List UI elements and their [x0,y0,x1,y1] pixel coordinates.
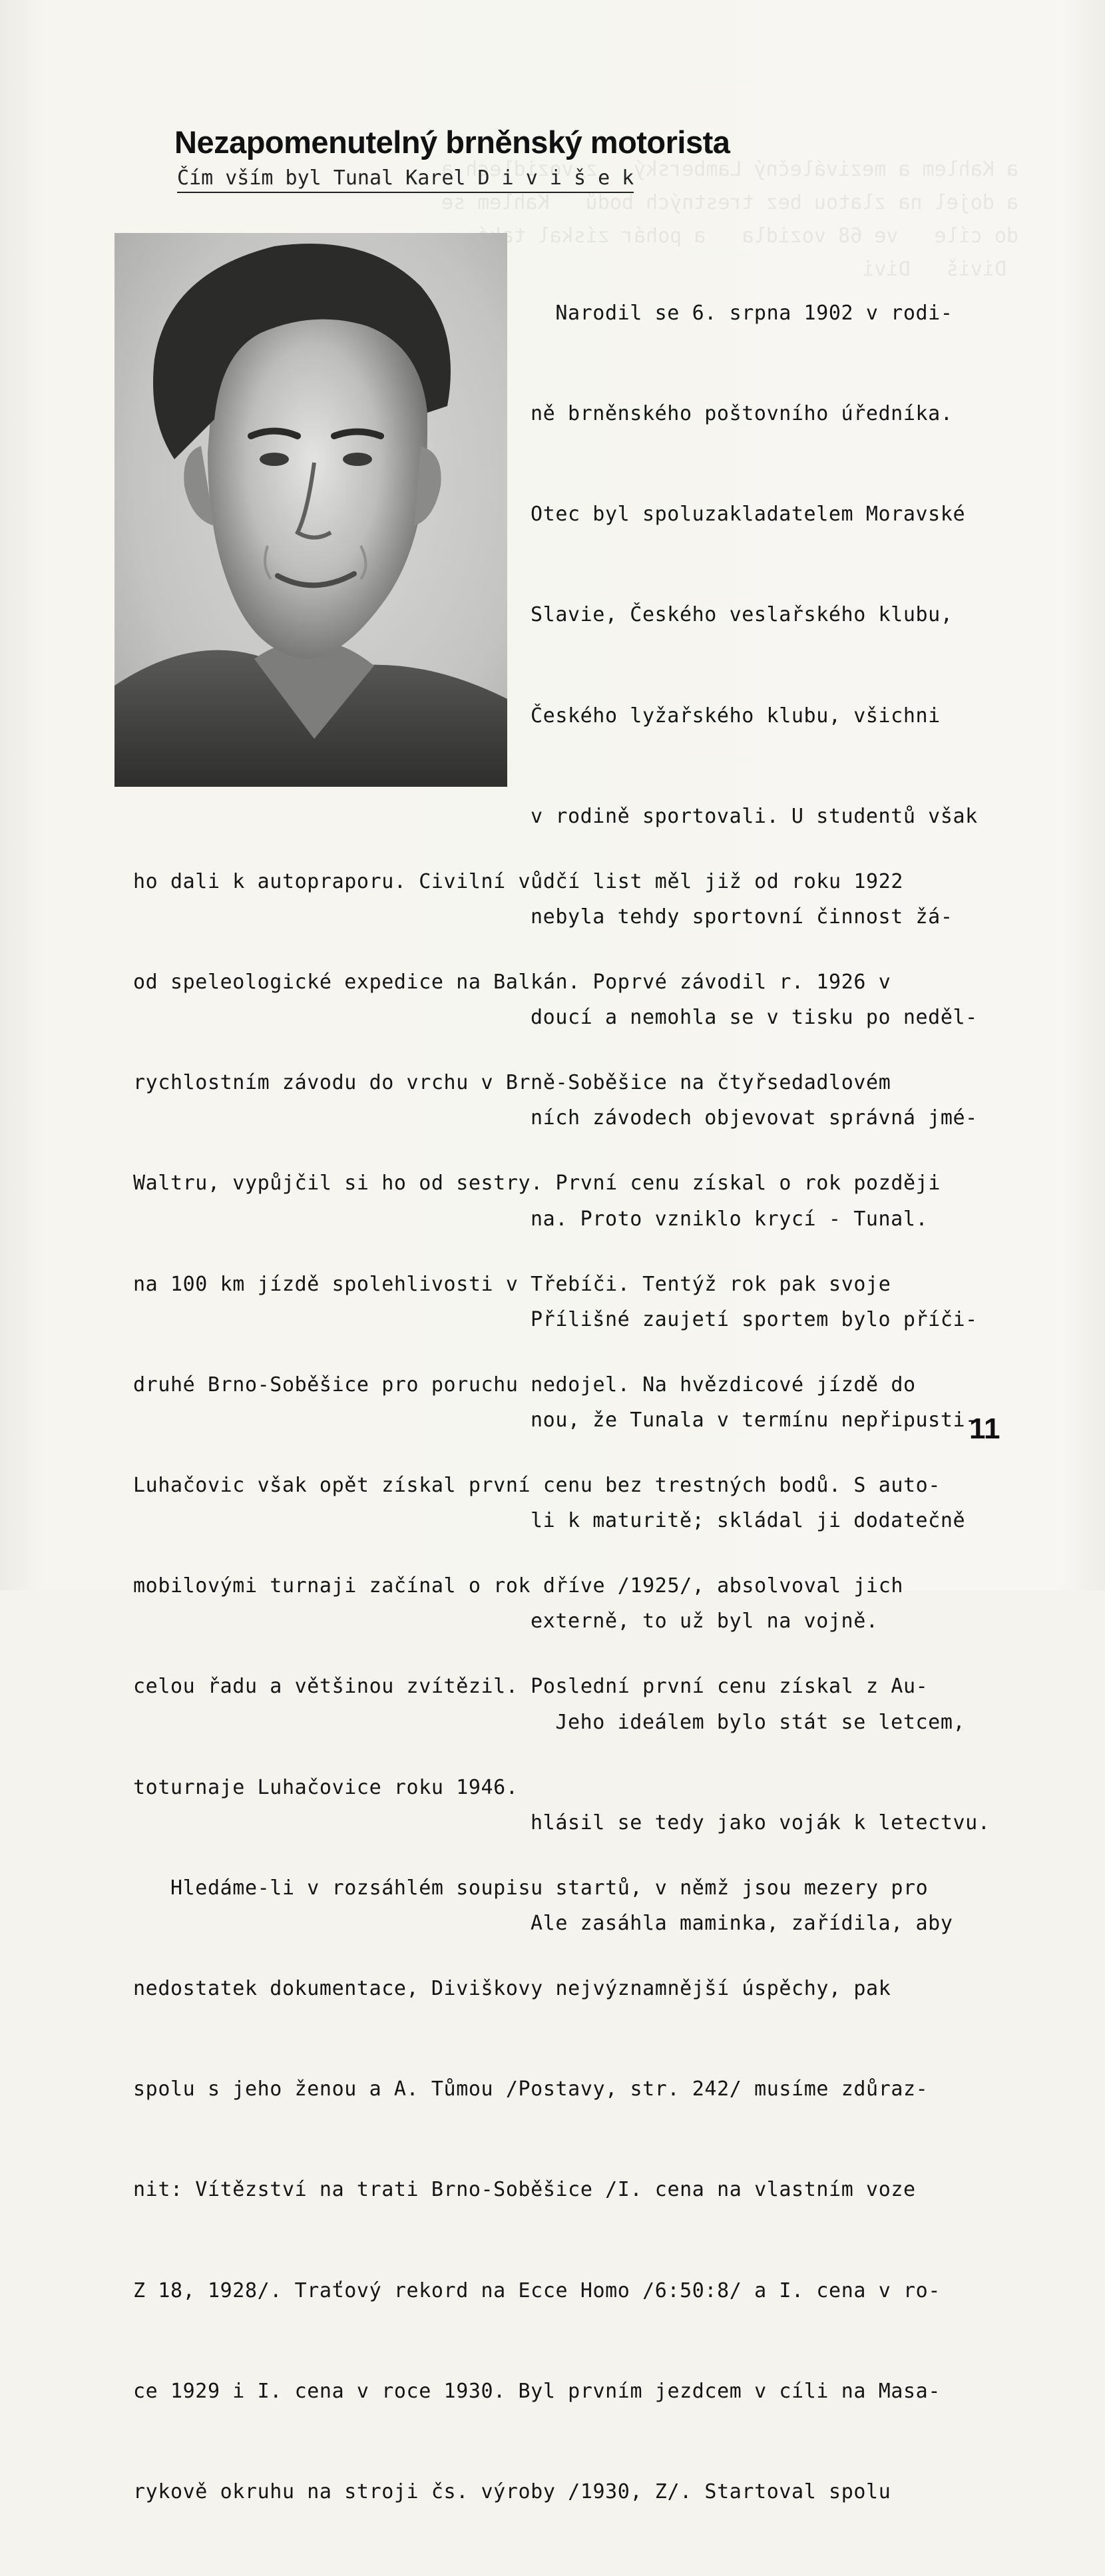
text-line: celou řadu a většinou zvítězil. Poslední první cenu získal z Au- [133,1675,929,1699]
text-line: nou, že Tunala v termínu nepřipusti- [531,1408,978,1432]
text-line: externě, to už byl na vojně. [531,1610,879,1633]
text-line: hlásil se tedy jako voják k letectvu. [531,1811,991,1834]
portrait-photo [114,233,507,787]
text-line: Hledáme-li v rozsáhlém soupisu startů, v němž jsou mezery pro [133,1876,929,1900]
text-line: od speleologické expedice na Balkán. Poprvé závodil r. 1926 v [133,970,891,994]
text-line: Slavie, Českého veslařského klubu, [531,603,953,627]
page-number: 11 [969,1412,1000,1445]
text-line: ho dali k autopraporu. Civilní vůdčí list měl již od roku 1922 [133,869,904,893]
text-line: mobilovými turnaji začínal o rok dříve /1925/, absolvoval jich [133,1574,904,1598]
text-line: Waltru, vypůjčil si ho od sestry. První cenu získal o rok později [133,1172,941,1195]
text-line: ně brněnského poštovního úředníka. [531,402,953,426]
full-width-text [133,798,1025,2576]
text-line: rychlostním závodu do vrchu v Brně-Soběšice na čtyřsedadlovém [133,1071,891,1095]
bleed-through-text: a Kahlem a meziválečný Lamberský z vozidlech a a dojel na zlatou bez trestných bodů Kahlem se do cíle ve 68 vozidla a pohár získal Diviš Divi [441,158,1018,281]
text-line: Luhačovic však opět získal první cenu bez trestných bodů. S auto- [133,1474,941,1498]
text-line: rykově okruhu na stroji čs. výroby /1930, Z/. Startoval spolu [133,2480,891,2504]
text-line: ních závodech objevovat správná jmé- [531,1106,978,1130]
text-line: nedostatek dokumentace, Diviškovy nejvýznamnější úspěchy, pak [133,1977,891,2001]
text-line: druhé Brno-Soběšice pro poruchu nedojel. Na hvězdicové jízdě do [133,1373,916,1396]
text-line: Otec byl spoluzakladatelem Moravské [531,503,966,527]
text-line: Narodil se 6. srpna 1902 v rodi- [531,301,953,325]
text-line: Ale zasáhla maminka, zařídila, aby [531,1912,953,1936]
text-line: spolu s jeho ženou a A. Tůmou /Postavy, str. 242/ musíme zdůraz- [133,2077,929,2101]
text-line: na 100 km jízdě spolehlivosti v Třebíči. Tentýž rok pak svoje [133,1272,891,1296]
text-line: na. Proto vzniklo krycí - Tunal. [531,1207,929,1231]
text-line: Českého lyžařského klubu, všichni [531,704,941,728]
article-subtitle: Čím vším byl Tunal Karel D i v i š e k [177,166,634,193]
text-line: nebyla tehdy sportovní činnost žá- [531,905,953,929]
text-line: Z 18, 1928/. Traťový rekord na Ecce Homo /6:50:8/ a I. cena v ro- [133,2278,941,2302]
text-line: doucí a nemohla se v tisku po neděl- [531,1006,978,1030]
article-title: Nezapomenutelný brněnský motorista [174,124,730,160]
text-line: Přílišné zaujetí sportem bylo příči- [531,1307,978,1331]
text-line: v rodině sportovali. U studentů však [531,804,978,828]
text-line: Jeho ideálem bylo stát se letcem, [531,1710,966,1734]
text-line: li k maturitě; skládal ji dodatečně [531,1509,966,1533]
text-line: nit: Vítězství na trati Brno-Soběšice /I. cena na vlastním voze [133,2178,916,2202]
text-line: ce 1929 i I. cena v roce 1930. Byl prvním jezdcem v cíli na Masa- [133,2379,941,2403]
text-line: toturnaje Luhačovice roku 1946. [133,1775,519,1799]
